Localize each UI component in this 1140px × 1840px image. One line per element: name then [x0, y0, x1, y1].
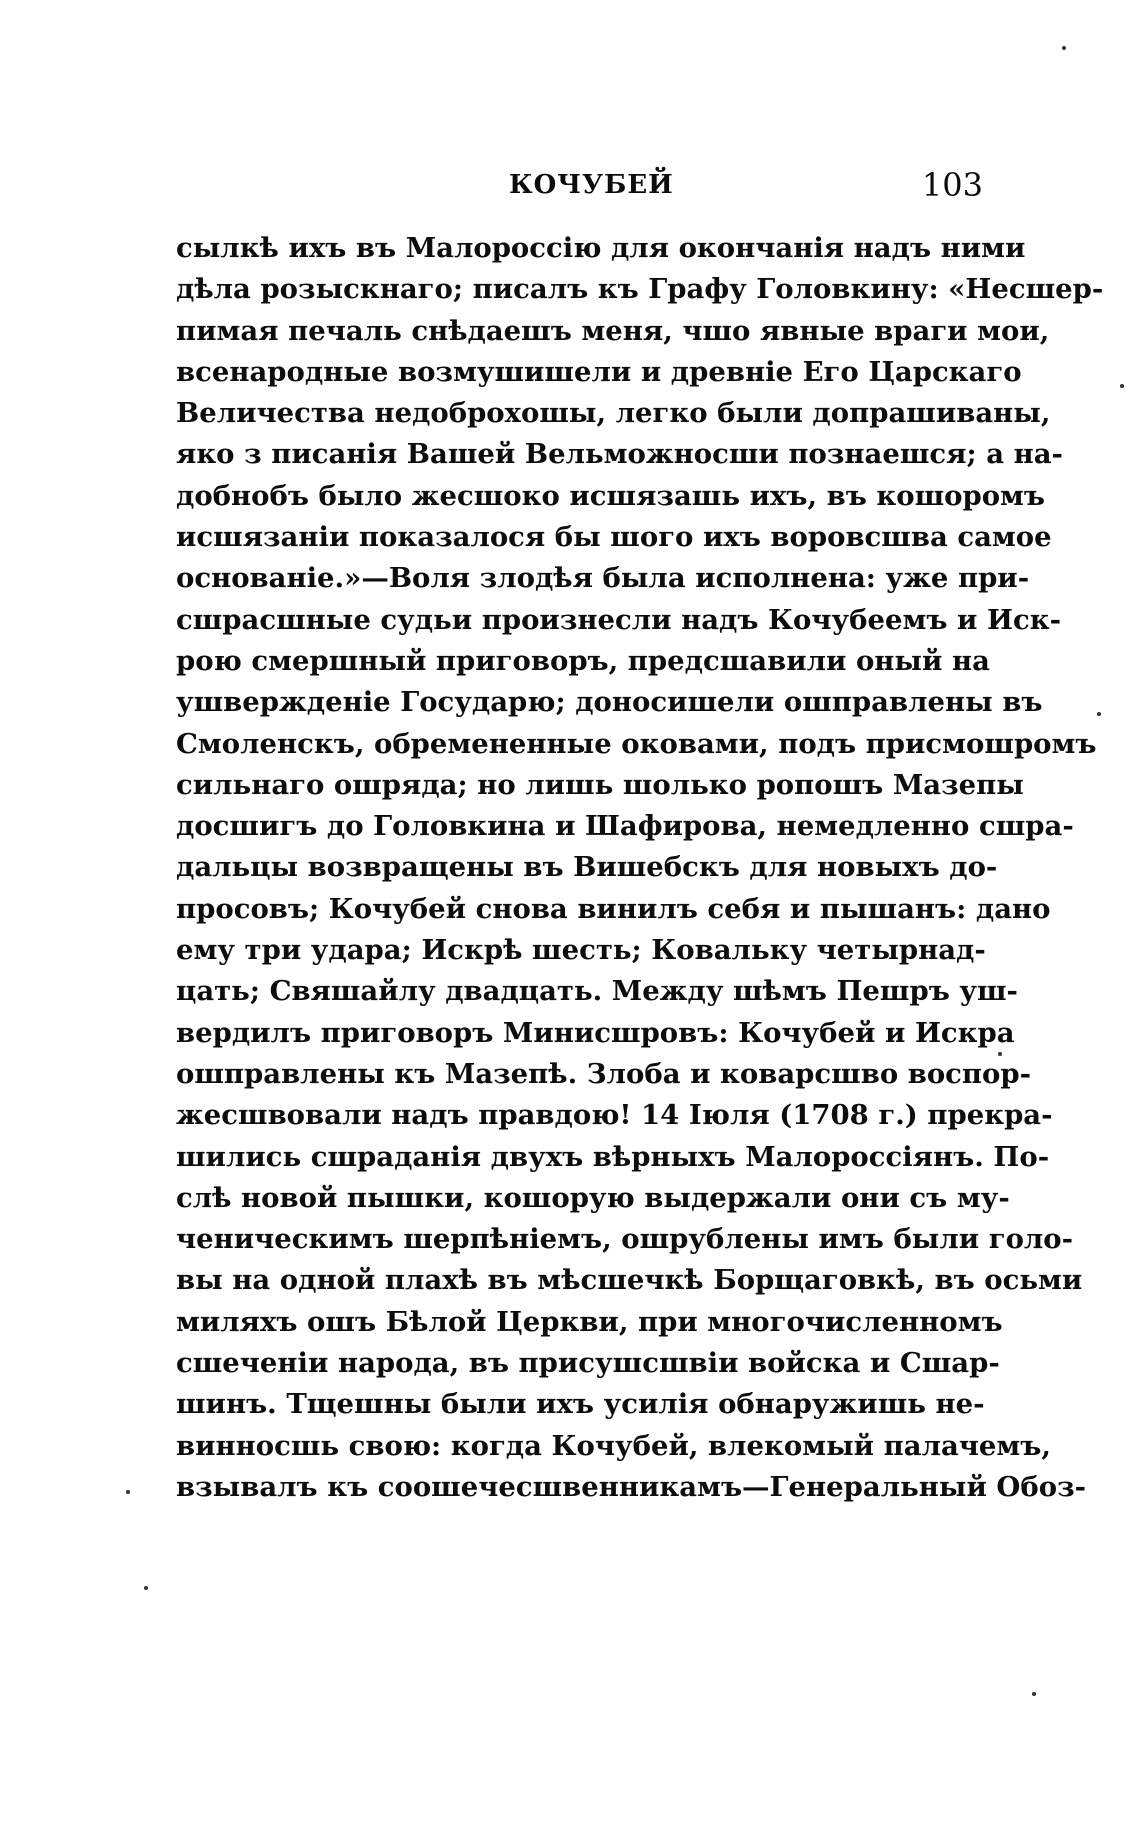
- scan-speck: [1097, 712, 1101, 716]
- text-line: основаніе.»—Воля злодѣя была исполнена: уже при-: [176, 562, 1030, 595]
- text-line: винносшь свою: когда Кочубей, влекомый палачемъ,: [176, 1429, 1051, 1462]
- text-line: яко з писанія Вашей Вельможносши познаешся; а на-: [176, 438, 1063, 471]
- body-text: [176, 228, 1104, 1508]
- text-line: миляхъ ошъ Бѣлой Церкви, при многочисленномъ: [176, 1305, 1003, 1338]
- scan-speck: [1032, 1692, 1036, 1696]
- text-line: добнобъ было жесшоко исшязашь ихъ, въ кошоромъ: [176, 479, 1046, 512]
- text-line: цать; Свяшайлу двадцать. Между шѣмъ Пешръ уш-: [176, 975, 1018, 1008]
- text-line: Смоленскъ, обремененные оковами, подъ присмошромъ: [176, 727, 1097, 760]
- text-line: ему три удара; Искрѣ шесть; Ковальку четырнад-: [176, 934, 986, 967]
- running-title: КОЧУБЕЙ: [509, 170, 674, 200]
- text-line: дѣла розыскнаго; писалъ къ Графу Головкину: «Несшер-: [176, 273, 1104, 306]
- text-line: ченическимъ шерпѣніемъ, ошрублены имъ были голо-: [176, 1223, 1074, 1256]
- text-line: взывалъ къ соошечесшвенникамъ—Генеральный Обоз-: [176, 1470, 1087, 1503]
- text-line: ошправлены къ Мазепѣ. Злоба и коварсшво воспор-: [176, 1057, 1032, 1090]
- text-line: шились сшраданія двухъ вѣрныхъ Малороссіянъ. По-: [176, 1140, 1050, 1173]
- text-line: вердилъ приговоръ Минисшровъ: Кочубей и Искра: [176, 1016, 1015, 1049]
- text-line: вы на одной плахѣ въ мѣсшечкѣ Борщаговкѣ, въ осьми: [176, 1264, 1083, 1297]
- text-line: шинъ. Тщешны были ихъ усилія обнаружишь не-: [176, 1388, 985, 1421]
- text-line: всенародные возмушишели и древніе Его Царскаго: [176, 355, 1022, 388]
- text-line: рою смершный приговоръ, предсшавили оный на: [176, 644, 990, 677]
- scan-speck: [1120, 384, 1124, 388]
- text-line: сшеченіи народа, въ присушсшвіи войска и Сшар-: [176, 1347, 1000, 1380]
- text-line: сылкѣ ихъ въ Малороссію для окончанія надъ ними: [176, 232, 1026, 264]
- text-line: слѣ новой пышки, кошорую выдержали они съ му-: [176, 1181, 1010, 1214]
- scan-speck: [144, 1586, 148, 1590]
- text-line: просовъ; Кочубей снова винилъ себя и пышанъ: дано: [176, 892, 1051, 925]
- text-line: ушвержденіе Государю; доносишели ошправлены въ: [176, 686, 1043, 719]
- page-number: 103: [921, 166, 983, 204]
- text-line: пимая печаль снѣдаешъ меня, чшо явные враги мои,: [176, 314, 1050, 347]
- text-line: дальцы возвращены въ Вишебскъ для новыхъ до-: [176, 851, 998, 884]
- scan-speck: [1062, 46, 1066, 50]
- page-header: [176, 166, 983, 210]
- scan-speck: [126, 1490, 130, 1494]
- text-line: жесшвовали надъ правдою! 14 Іюля (1708 г.) прекра-: [176, 1099, 1053, 1132]
- text-line: досшигъ до Головкина и Шафирова, немедленно сшра-: [176, 810, 1074, 843]
- scan-speck: [998, 1052, 1002, 1056]
- text-line: сильнаго ошряда; но лишь шолько ропошъ Мазепы: [176, 768, 1024, 801]
- text-line: исшязаніи показалося бы шого ихъ воровсшва самое: [176, 521, 1052, 554]
- text-line: Величества недоброхошы, легко были допрашиваны,: [176, 397, 1051, 430]
- text-line: сшрасшные судьи произнесли надъ Кочубеемъ и Иск-: [176, 603, 1061, 636]
